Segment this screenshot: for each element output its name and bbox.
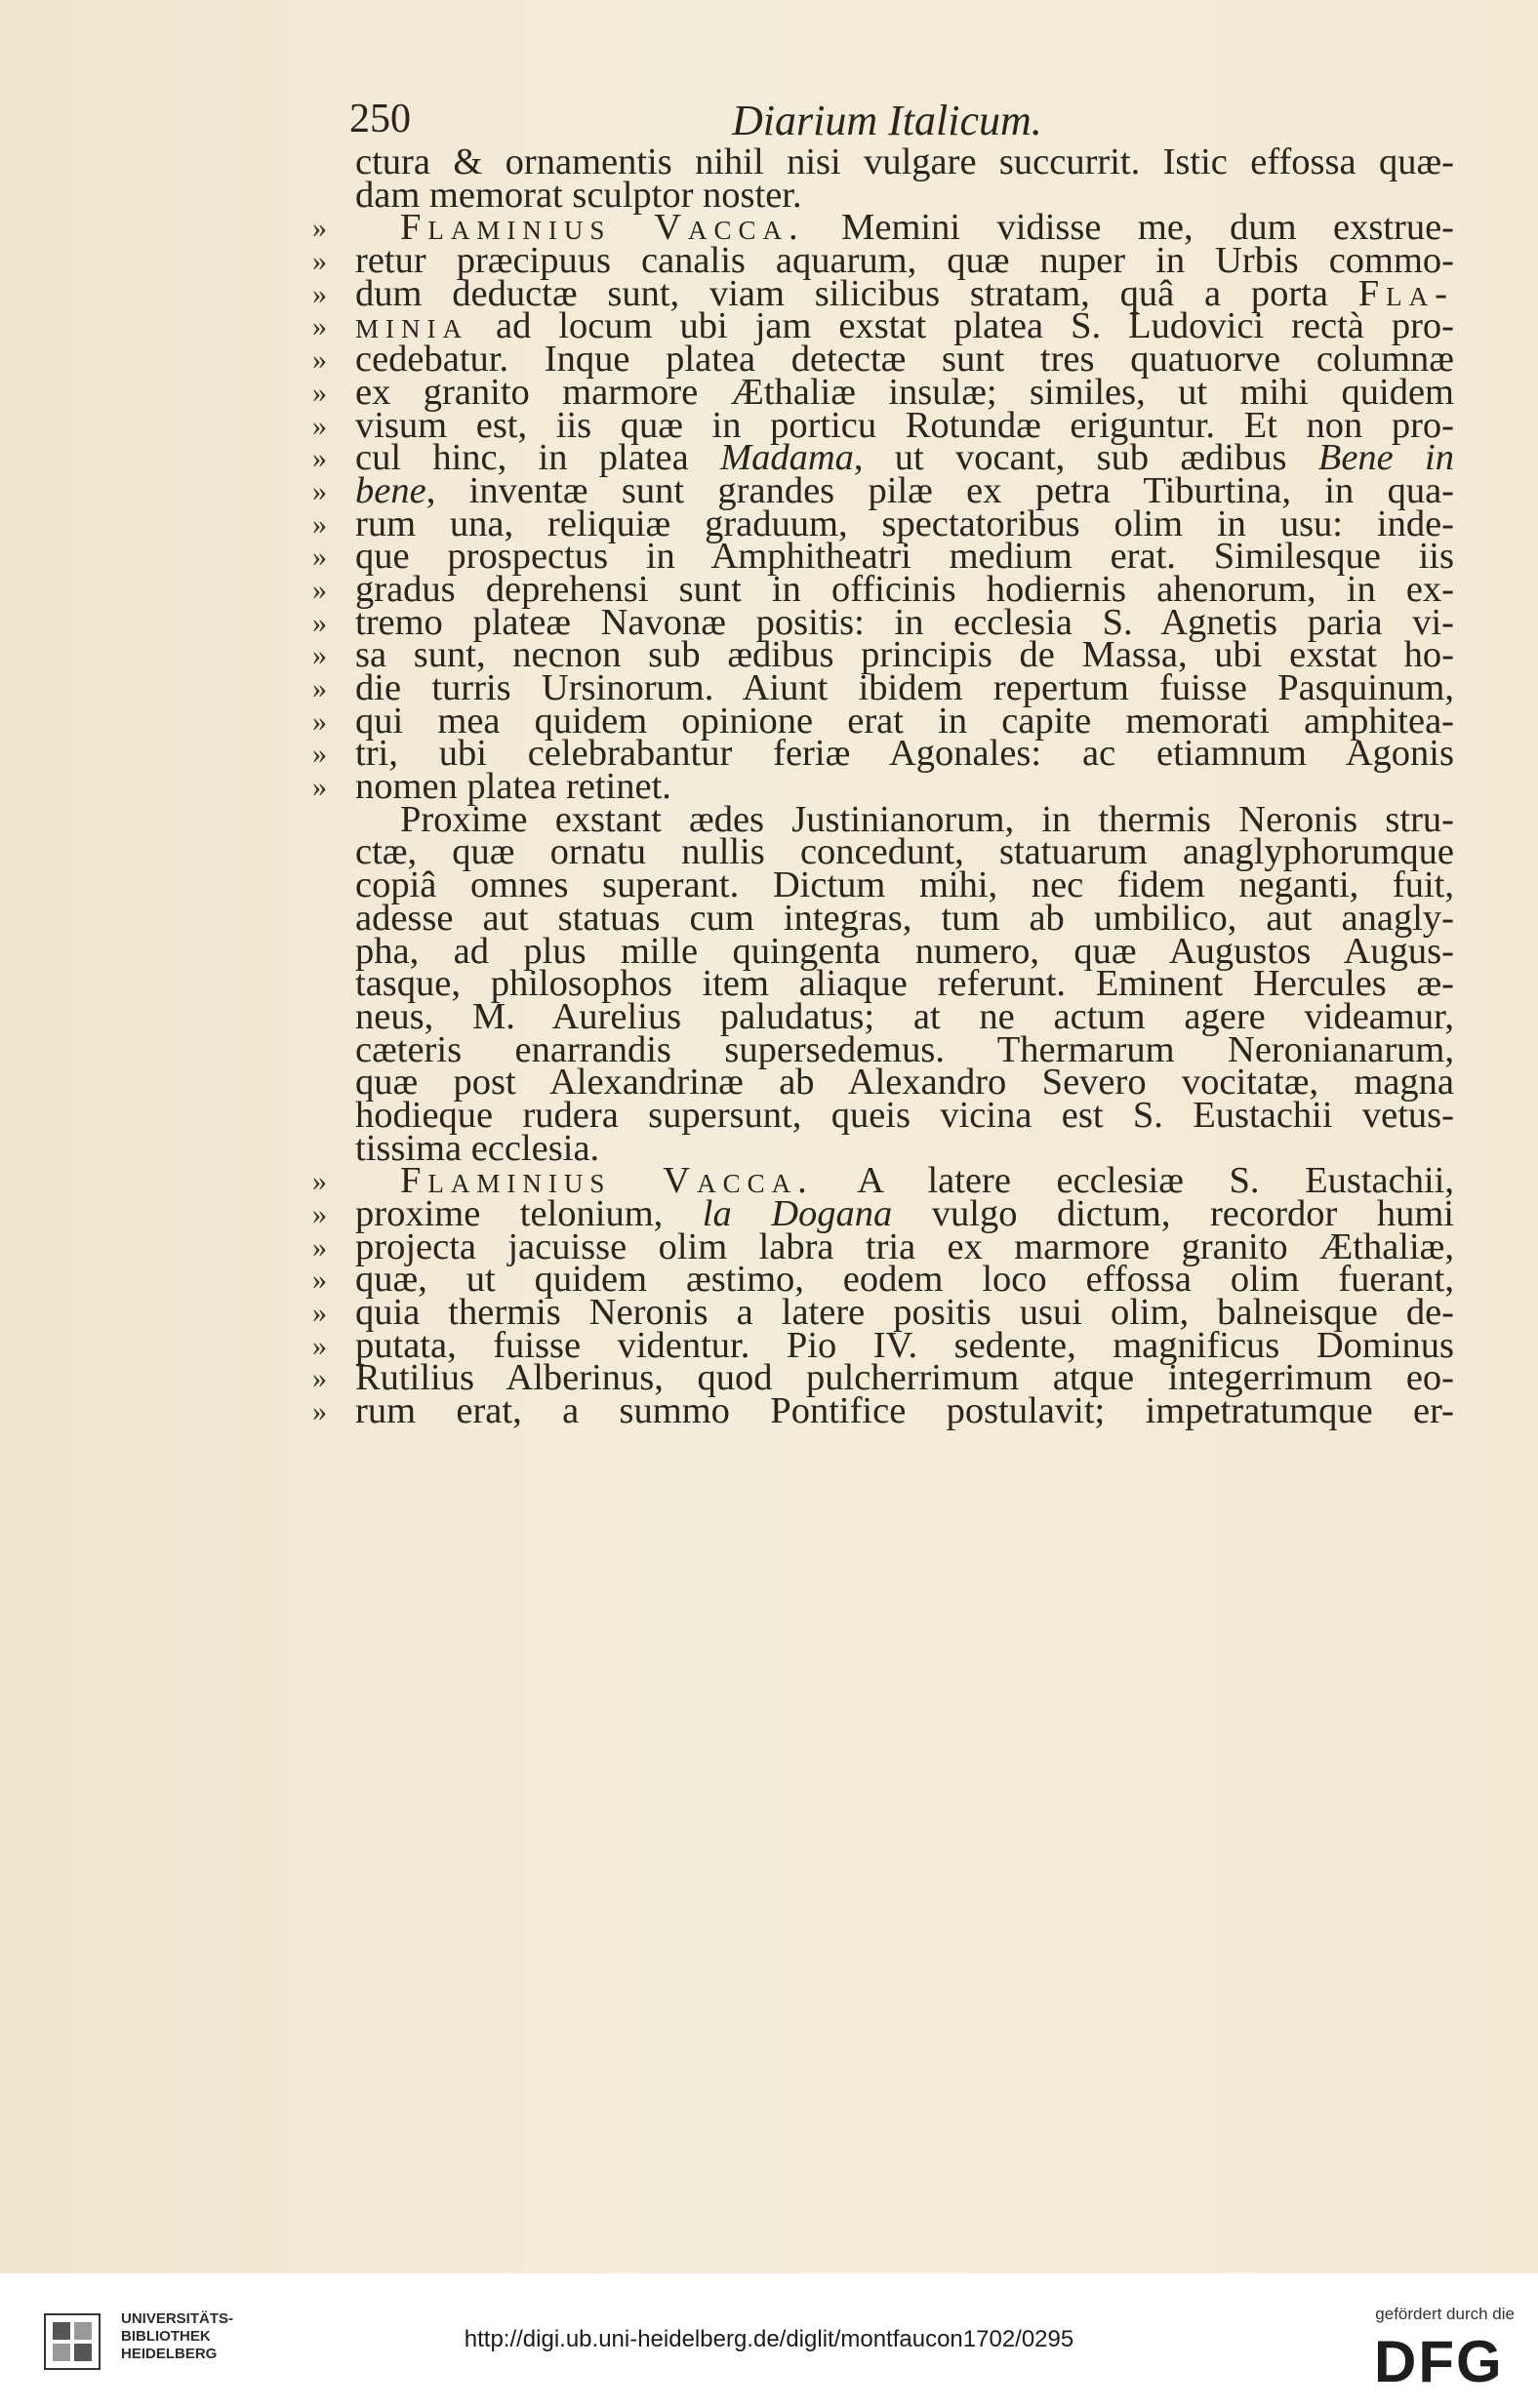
text-span: cul hinc, in platea (355, 437, 720, 479)
quotation-mark: » (312, 212, 327, 245)
quotation-mark: » (312, 277, 327, 310)
quotation-mark: » (312, 1297, 327, 1330)
dfg-logo[interactable]: DFG (1374, 2329, 1504, 2394)
text-span: adesse aut statuas cum integras, tum ab umbilico, aut anagly- (355, 897, 1454, 939)
italic-phrase: Bene in (1317, 437, 1454, 479)
text-span: nomen platea retinet. (355, 766, 671, 808)
text-span: quia thermis Neronis a latere positis usui olim, balneisque de- (355, 1292, 1454, 1334)
quotation-mark: » (312, 573, 327, 606)
text-span: putata, fuisse videntur. Pio IV. sedente, magnificus Dominus (355, 1324, 1454, 1366)
text-span: sa sunt, necnon sub ædibus principis de Massa, ubi exstat ho- (355, 634, 1454, 676)
text-span: qui mea quidem opinione erat in capite memorati amphitea- (355, 700, 1454, 742)
text-span: dum deductæ sunt, viam silicibus stratam, quâ a porta (355, 272, 1358, 314)
quotation-mark: » (312, 672, 327, 704)
small-caps-name: Flaminius Vacca. (400, 207, 805, 249)
text-span: tissima ecclesia. (355, 1127, 600, 1169)
running-title: Diarium Italicum. (732, 97, 1042, 144)
university-name-line2: BIBLIOTHEK (121, 2328, 211, 2345)
quotation-mark: » (312, 1395, 327, 1428)
text-span: projecta jacuisse olim labra tria ex marmore granito Æthaliæ, (355, 1225, 1454, 1267)
quotation-mark: » (312, 639, 327, 672)
text-span: quæ post Alexandrinæ ab Alexandro Severo vocitatæ, magna (355, 1062, 1454, 1104)
text-span: ctura & ornamentis nihil nisi vulgare succurrit. Istic effossa quæ- (355, 141, 1454, 182)
text-span: pha, ad plus mille quingenta numero, quæ Augustos Augus- (355, 930, 1454, 972)
text-span: dam memorat sculptor noster. (355, 174, 802, 216)
funding-note: gefördert durch die (1375, 2305, 1515, 2323)
quotation-mark: » (312, 1329, 327, 1362)
text-span: proxime telonium, (355, 1193, 703, 1234)
small-caps-name: minia (355, 305, 468, 347)
small-caps-name: Fla- (1357, 272, 1454, 314)
quotation-mark: » (312, 1230, 327, 1264)
text-span: cæteris enarrandis supersedemus. Thermarum Neronianarum, (355, 1028, 1454, 1070)
text-span: rum una, reliquiæ graduum, spectatoribus olim in usu: inde- (355, 502, 1454, 544)
quotation-mark: » (312, 1165, 327, 1198)
quotation-mark: » (312, 507, 327, 541)
text-span: tri, ubi celebrabantur feriæ Agonales: ac etiamnum Agonis (355, 733, 1454, 775)
quotation-mark: » (312, 376, 327, 409)
text-span: tasque, philosophos item aliaque referunt. Eminent Hercules æ- (355, 963, 1454, 1005)
text-span: hodieque rudera supersunt, queis vicina est S. Eustachii vetus- (355, 1094, 1454, 1136)
quotation-mark: » (312, 245, 327, 278)
text-span: ex granito marmore Æthaliæ insulæ; similes, ut mihi quidem (355, 371, 1454, 413)
quotation-mark: » (312, 738, 327, 771)
quotation-mark: » (312, 1362, 327, 1395)
quotation-mark: » (312, 310, 327, 343)
text-span: A latere ecclesiæ S. Eustachii, (813, 1160, 1454, 1202)
small-caps-name: Flaminius Vacca. (400, 1160, 814, 1202)
text-span: que prospectus in Amphitheatri medium erat. Similesque iis (355, 536, 1454, 578)
body-text (312, 141, 1464, 1432)
text-span: tremo plateæ Navonæ positis: in ecclesia S. Agnetis paria vi- (355, 601, 1454, 643)
text-span: , ut vocant, sub ædibus (853, 437, 1318, 479)
text-span: ctæ, quæ ornatu nullis concedunt, statuarum anaglyphorumque (355, 831, 1454, 873)
quotation-mark: » (312, 771, 327, 804)
quotation-mark: » (312, 1198, 327, 1230)
text-span: cedebatur. Inque platea detectæ sunt tres quatuorve columnæ (355, 339, 1454, 381)
text-span: visum est, iis quæ in porticu Rotundæ eriguntur. Et non pro- (355, 404, 1454, 446)
university-name-line1: UNIVERSITÄTS- (121, 2310, 234, 2327)
quotation-mark: » (312, 442, 327, 475)
text-span: retur præcipuus canalis aquarum, quæ nuper in Urbis commo- (355, 240, 1454, 282)
permalink-url[interactable]: http://digi.ub.uni-heidelberg.de/diglit/montfaucon1702/0295 (464, 2326, 1074, 2352)
university-name-line3: HEIDELBERG (121, 2346, 218, 2362)
quotation-mark: » (312, 1264, 327, 1297)
quotation-mark: » (312, 704, 327, 738)
quotation-mark: » (312, 474, 327, 507)
text-span: Proxime exstant ædes Justinianorum, in thermis Neronis stru- (400, 798, 1454, 840)
italic-phrase: bene (355, 469, 426, 511)
text-span: vulgo dictum, recordor humi (892, 1193, 1455, 1234)
text-span: copiâ omnes superant. Dictum mihi, nec fidem neganti, fuit, (355, 864, 1454, 906)
italic-phrase: Madama (720, 437, 854, 479)
text-span: Rutilius Alberinus, quod pulcherrimum atque integerrimum eo- (355, 1357, 1454, 1399)
text-span: rum erat, a summo Pontifice postulavit; impetratumque er- (355, 1390, 1454, 1432)
quotation-mark: » (312, 541, 327, 574)
text-span: Memini vidisse me, dum exstrue- (804, 207, 1454, 249)
page-number: 250 (349, 97, 411, 141)
text-line (312, 1390, 1454, 1432)
italic-phrase: la Dogana (702, 1193, 893, 1234)
text-span: quæ, ut quidem æstimo, eodem loco effossa olim fuerant, (355, 1259, 1454, 1301)
quotation-mark: » (312, 409, 327, 442)
text-span: , inventæ sunt grandes pilæ ex petra Tiburtina, in qua- (425, 469, 1454, 511)
quotation-mark: » (312, 606, 327, 639)
quotation-mark: » (312, 343, 327, 377)
text-span: ad locum ubi jam exstat platea S. Ludovici rectà pro- (468, 305, 1454, 347)
text-span: die turris Ursinorum. Aiunt ibidem repertum fuisse Pasquinum, (355, 667, 1454, 708)
text-span: gradus deprehensi sunt in officinis hodiernis ahenorum, in ex- (355, 568, 1454, 610)
text-span: neus, M. Aurelius paludatus; at ne actum agere videamur, (355, 995, 1454, 1037)
